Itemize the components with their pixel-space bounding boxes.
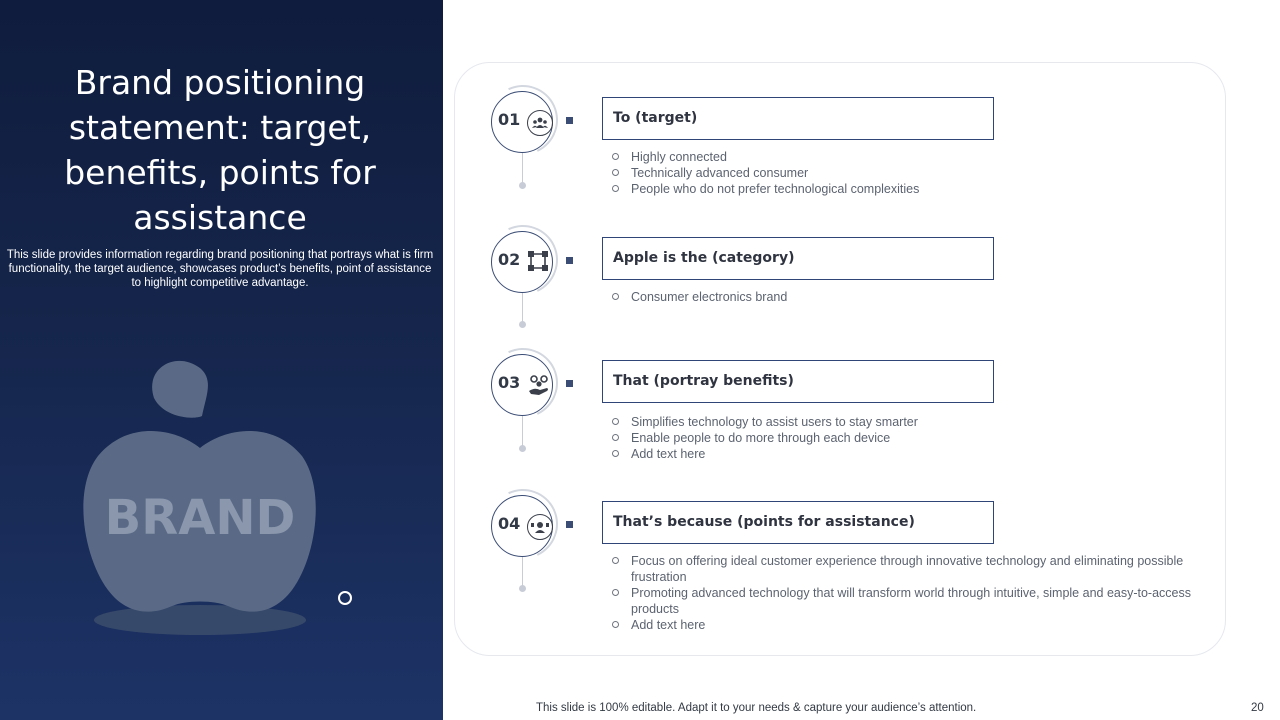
timeline-connector	[522, 557, 523, 587]
list-item: Consumer electronics brand	[612, 289, 787, 305]
step-badge-02	[491, 231, 553, 293]
brand-graphic-text: BRAND	[104, 490, 296, 546]
page-number: 20	[1251, 702, 1264, 714]
list-item: People who do not prefer technological complexities	[612, 181, 919, 197]
bullet-circle-icon	[612, 450, 619, 457]
step-heading-box	[602, 97, 994, 140]
step-number: 04	[498, 514, 521, 533]
assistance-support-icon	[527, 514, 553, 540]
hand-benefits-icon	[527, 373, 553, 399]
apple-brand-icon	[80, 358, 320, 643]
timeline-dot	[519, 585, 526, 592]
timeline-dot	[519, 321, 526, 328]
step-marker	[566, 117, 573, 124]
footer-note: This slide is 100% editable. Adapt it to your needs & capture your audience’s attention.	[536, 702, 977, 714]
slide-title: Brand positioning statement: target, benefits, points for assistance	[64, 63, 376, 237]
list-item: Add text here	[612, 446, 918, 462]
step-heading-box	[602, 237, 994, 280]
bullet-circle-icon	[612, 153, 619, 160]
step-badge-01	[491, 91, 553, 153]
step-heading: To (target)	[613, 110, 698, 126]
step-marker	[566, 257, 573, 264]
step-bullets	[612, 149, 919, 197]
step-badge-03	[491, 354, 553, 416]
slide-subtitle: This slide provides information regarding brand positioning that portrays what is firm functionality, the target audience, showcases product’s benefits, point of assistance to highlight competitive advantage.	[6, 249, 434, 289]
list-item: Promoting advanced technology that will transform world through intuitive, simple and easy-to-access products	[612, 585, 1192, 617]
list-item: Focus on offering ideal customer experience through innovative technology and eliminating possible frustration	[612, 553, 1192, 585]
step-heading: Apple is the (category)	[613, 250, 795, 266]
timeline-dot	[519, 445, 526, 452]
step-number: 01	[498, 110, 521, 129]
step-marker	[566, 380, 573, 387]
step-heading: That (portray benefits)	[613, 373, 794, 389]
people-group-icon	[527, 110, 553, 136]
step-badge-04	[491, 495, 553, 557]
list-item: Simplifies technology to assist users to stay smarter	[612, 414, 918, 430]
step-number: 02	[498, 250, 521, 269]
step-heading-box	[602, 501, 994, 544]
step-bullets	[612, 553, 1192, 633]
list-item: Technically advanced consumer	[612, 165, 919, 181]
step-heading: That’s because (points for assistance)	[613, 514, 915, 530]
category-nodes-icon	[527, 250, 553, 276]
timeline-connector	[522, 416, 523, 448]
list-item: Add text here	[612, 617, 1192, 633]
bullet-circle-icon	[612, 169, 619, 176]
bullet-circle-icon	[612, 293, 619, 300]
timeline-connector	[522, 153, 523, 185]
bullet-circle-icon	[612, 589, 619, 596]
bullet-circle-icon	[612, 557, 619, 564]
list-item: Enable people to do more through each device	[612, 430, 918, 446]
step-heading-box	[602, 360, 994, 403]
bullet-circle-icon	[612, 434, 619, 441]
timeline-dot	[519, 182, 526, 189]
bullet-circle-icon	[612, 185, 619, 192]
decorative-ring	[338, 591, 352, 605]
bullet-circle-icon	[612, 418, 619, 425]
step-marker	[566, 521, 573, 528]
step-bullets	[612, 414, 918, 462]
left-panel	[0, 0, 443, 720]
list-item: Highly connected	[612, 149, 919, 165]
bullet-circle-icon	[612, 621, 619, 628]
step-number: 03	[498, 373, 521, 392]
step-bullets	[612, 289, 787, 305]
